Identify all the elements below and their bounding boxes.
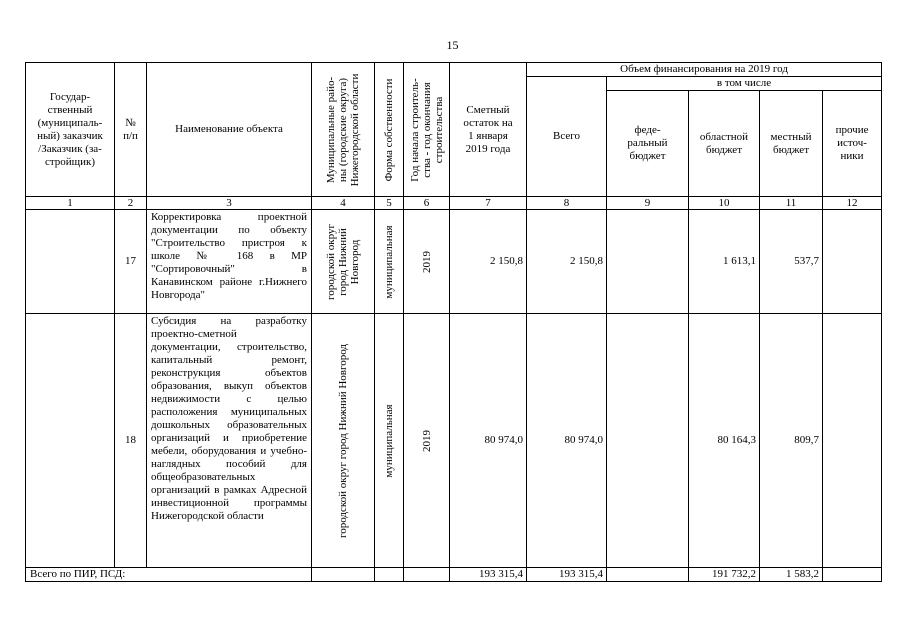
- header-regional: областной бюджет: [689, 91, 760, 197]
- totals-total: 193 315,4: [527, 568, 607, 582]
- column-number: 10: [689, 197, 760, 210]
- header-other: прочие источ- ники: [823, 91, 882, 197]
- row-object-name: Субсидия на разработку проектно-сметной документации, строительство, капитальный ремонт, реконструкция объектов образования, выкуп объектов недвижимости с целью расположения муниципальных дошкольных образовательных организаций и приобретение мебели, оборудования и учебно-наглядных пособий для общеобразовательных организаций в рамках Адресной инвестиционной программы Нижегородской области: [147, 314, 312, 568]
- column-number: 11: [760, 197, 823, 210]
- header-total: Всего: [527, 77, 607, 197]
- totals-regional: 191 732,2: [689, 568, 760, 582]
- row-years: 2019: [404, 210, 450, 314]
- row-customer: [26, 210, 115, 314]
- table-row: [26, 314, 882, 568]
- totals-federal: [607, 568, 689, 582]
- totals-other: [823, 568, 882, 582]
- row-ownership: муниципальная: [375, 314, 404, 568]
- financing-table: [25, 62, 882, 582]
- column-number: 3: [147, 197, 312, 210]
- header-num: № п/п: [115, 63, 147, 197]
- row-num: 17: [115, 210, 147, 314]
- column-numbers-row: [26, 197, 882, 210]
- column-number: 5: [375, 197, 404, 210]
- totals-row: [26, 568, 882, 582]
- column-number: 9: [607, 197, 689, 210]
- header-ownership: Форма собственности: [375, 63, 404, 197]
- column-number: 2: [115, 197, 147, 210]
- row-local: 537,7: [760, 210, 823, 314]
- column-number: 1: [26, 197, 115, 210]
- header-including: в том числе: [607, 77, 882, 91]
- header-funding-title: Объем финансирования на 2019 год: [527, 63, 882, 77]
- column-number: 8: [527, 197, 607, 210]
- page-number: 15: [446, 38, 459, 52]
- totals-label: Всего по ПИР, ПСД:: [26, 568, 312, 582]
- totals-balance: 193 315,4: [450, 568, 527, 582]
- totals-empty: [404, 568, 450, 582]
- header-balance: Сметный остаток на 1 января 2019 года: [450, 63, 527, 197]
- header-district: Муниципальные райо- ны (городские округа) Нижегородской области: [312, 63, 375, 197]
- row-federal: [607, 314, 689, 568]
- totals-local: 1 583,2: [760, 568, 823, 582]
- header-years: Год начала строитель- ства - год окончания строительства: [404, 63, 450, 197]
- totals-empty: [375, 568, 404, 582]
- row-regional: 80 164,3: [689, 314, 760, 568]
- row-other: [823, 210, 882, 314]
- header-customer: Государ- ственный (муниципаль- ный) заказчик /Заказчик (за- стройщик): [26, 63, 115, 197]
- row-total: 2 150,8: [527, 210, 607, 314]
- row-object-name: Корректировка проектной документации по объекту "Строительство пристроя к школе № 168 в МР "Сортировочный" в Канавинском районе г.Нижнего Новгорода": [147, 210, 312, 314]
- row-years: 2019: [404, 314, 450, 568]
- column-number: 12: [823, 197, 882, 210]
- row-other: [823, 314, 882, 568]
- header-federal: феде- ральный бюджет: [607, 91, 689, 197]
- header-local: местный бюджет: [760, 91, 823, 197]
- totals-empty: [312, 568, 375, 582]
- row-ownership: муниципальная: [375, 210, 404, 314]
- row-district: городской округ город Нижний Новгород: [312, 210, 375, 314]
- row-district: городской округ город Нижний Новгород: [312, 314, 375, 568]
- row-customer: [26, 314, 115, 568]
- column-number: 7: [450, 197, 527, 210]
- row-balance: 80 974,0: [450, 314, 527, 568]
- table-row: [26, 210, 882, 314]
- row-total: 80 974,0: [527, 314, 607, 568]
- row-balance: 2 150,8: [450, 210, 527, 314]
- row-regional: 1 613,1: [689, 210, 760, 314]
- row-num: 18: [115, 314, 147, 568]
- column-number: 4: [312, 197, 375, 210]
- row-local: 809,7: [760, 314, 823, 568]
- column-number: 6: [404, 197, 450, 210]
- header-object-name: Наименование объекта: [147, 63, 312, 197]
- row-federal: [607, 210, 689, 314]
